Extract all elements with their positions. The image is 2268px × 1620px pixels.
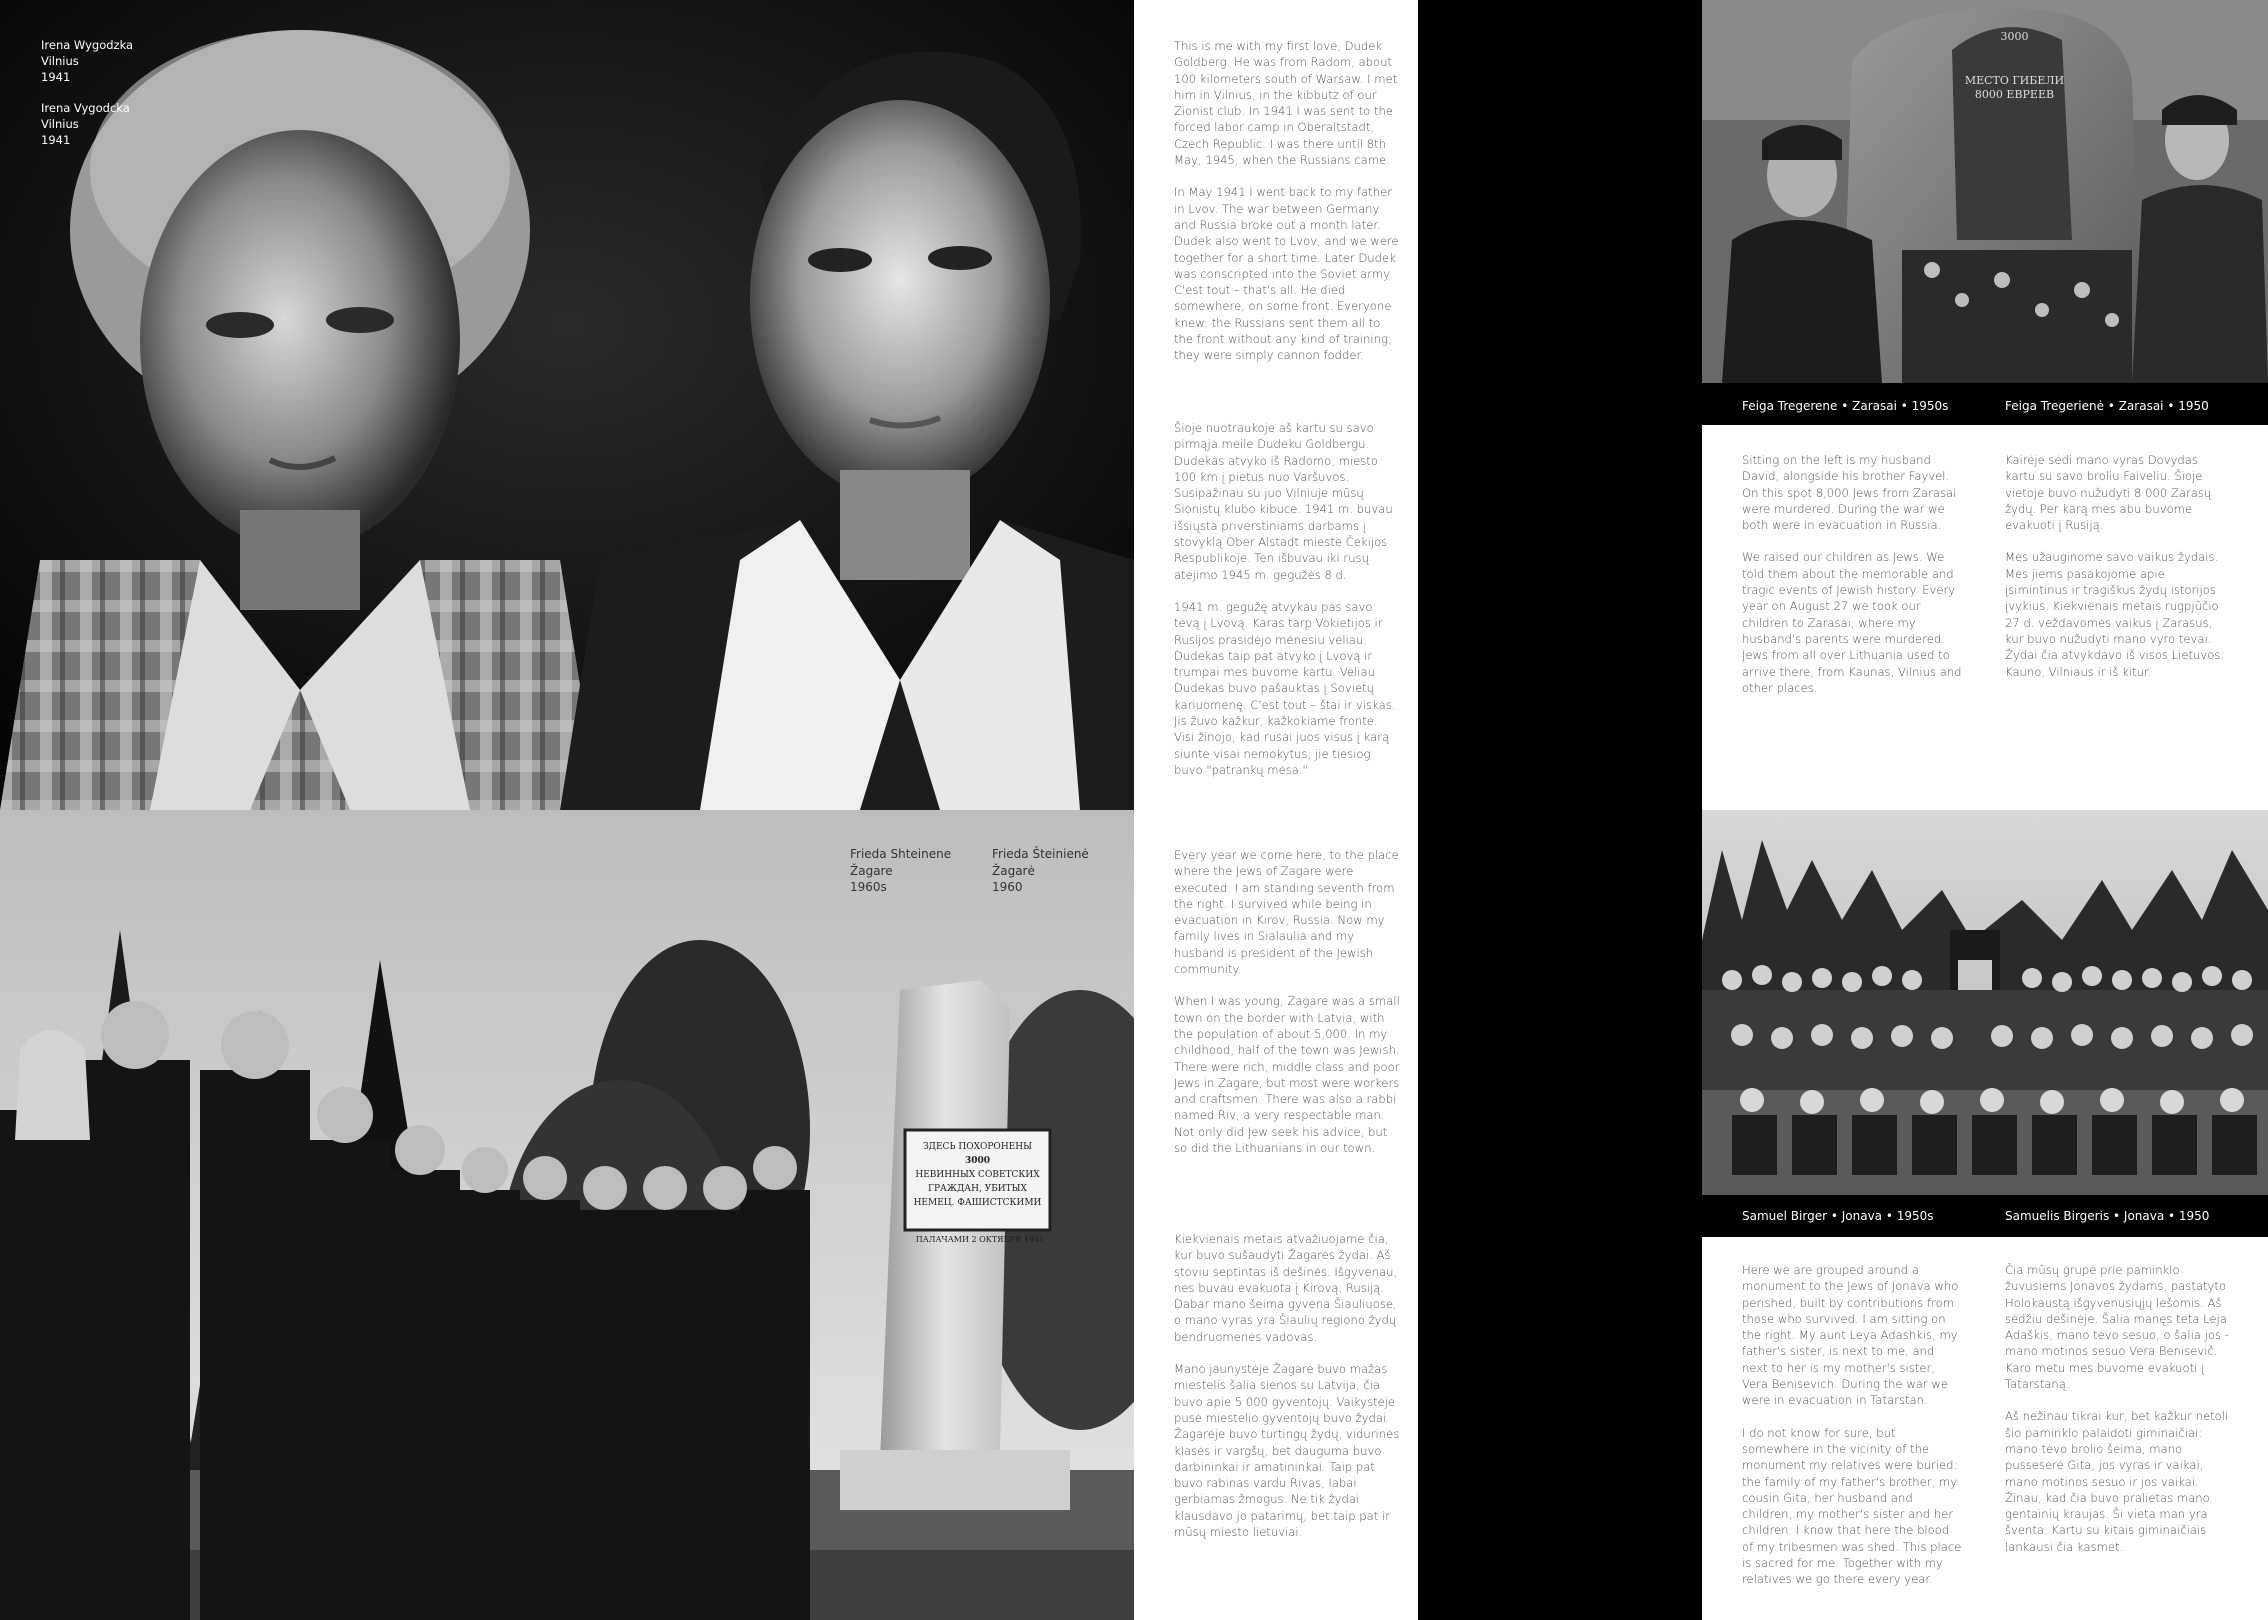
caption-name: Irena Vygodcka <box>41 101 130 115</box>
caption-name: Frieda Shteinene <box>850 847 952 861</box>
caption-place: Žagarė <box>992 863 1035 878</box>
story-frieda-lt <box>1174 1231 1400 1556</box>
photo-jonava-group <box>1702 810 2268 1195</box>
plaque-line: ЗДЕСЬ ПОХОРОНЕНЫ <box>923 1142 1032 1152</box>
photo-couple-1941 <box>0 0 1134 810</box>
photo-zarasai-memorial <box>1702 0 2268 383</box>
photo-bottom-left-caption-lt <box>992 846 1089 896</box>
paragraph: Aš nežinau tikrai kur, bet kažkur netoli šio paminklo palaidoti giminaičiai: mano tėvo brolio šeima, mano pusseserė Gita, jos vyras ir vaikai, mano motinos sesuo ir jos vaikai. Žinau, kad čia buvo pralietas mano gentainių kraujas. Ši vieta man yra šventa. Kartu su kitais giminaičiais lankausi čia kasmet. <box>2005 1409 2229 1554</box>
photo-zagare-memorial <box>0 810 1134 1620</box>
sign-line: МЕСТО ГИБЕЛИ <box>1964 74 2065 87</box>
caption-bar-lt: Feiga Tregerienė • Zarasai • 1950 <box>2005 399 2209 413</box>
plaque-line: ГРАЖДАН, УБИТЫХ <box>928 1184 1027 1194</box>
paragraph: This is me with my first love, Dudek Goldberg. He was from Radom, about 100 kilometers south of Warsaw. I met him in Vilnius, in the kibbutz of our Zionist club. In 1941 I was sent to the forced labor camp in Oberaltstadt, Czech Republic. I was there until 8th May, 1945, when the Russians came. <box>1174 39 1398 168</box>
paragraph: Kiekvienais metais atvažiuojame čia, kur buvo sušaudyti Žagarės žydai. Aš stoviu septintas iš dešinės. Išgyvenau, nes buvau evakuota į Kirovą, Rusiją. Dabar mano šeima gyvena Šiauliuose, o mano vyras yra Šiaulių regiono žydų bendruomenės vadovas. <box>1174 1232 1398 1344</box>
sign-line: 3000 <box>2000 30 2029 43</box>
paragraph: Sitting on the left is my husband David, alongside his brother Fayvel. On this spot 8,000 Jews from Zarasai were murdered. During the war we both were in evacuation in Russia. <box>1742 453 1957 533</box>
paragraph: In May 1941 I went back to my father in Lvov. The war between Germany and Russia broke out a month later. Dudek also went to Lvov, and we were together for a short time. Later Dudek was conscripted into the Soviet army. C'est tout – that's all. He died somewhere, on some front. Everyone knew: the Russians sent them all to the front without any kind of training; they were simply cannon fodder. <box>1174 185 1399 363</box>
caption-place: Žagare <box>850 863 893 878</box>
caption-year: 1941 <box>41 70 71 84</box>
story-feiga-en <box>1742 452 1962 712</box>
story-irena-en <box>1174 38 1400 380</box>
plaque-line: НЕВИННЫХ СОВЕТСКИХ <box>915 1170 1040 1180</box>
caption-bar-lt: Samuelis Birgeris • Jonava • 1950 <box>2005 1209 2210 1223</box>
paragraph: We raised our children as Jews. We told them about the memorable and tragic events of Jewish history. Every year on August 27 we took our children to Zarasai, where my husband's parents were murdered. Jews from all over Lithuania used to arrive there, from Kaunas, Vilnius and other places. <box>1742 550 1962 695</box>
paragraph: Čia mūsų grupė prie paminklo žuvusiems Jonavos žydams, pastatyto Holokaustą išgyvenusiųjų lėšomis. Aš sėdžiu dešinėje. Šalia manęs teta Lėja Adaškis, mano tėvo sesuo, o šalia jos - mano motinos sesuo Vera Benisevič. Karo metu mes buvome evakuoti į Tatarstaną. <box>2005 1263 2229 1392</box>
caption-lt <box>41 100 133 148</box>
caption-bar-en: Feiga Tregerene • Zarasai • 1950s <box>1742 399 1949 413</box>
memorial-plaque <box>905 1130 1050 1230</box>
caption-place: Vilnius <box>41 117 79 131</box>
caption-place: Vilnius <box>41 54 79 68</box>
caption-year: 1960s <box>850 880 887 894</box>
spine-black-band <box>1418 0 1702 1620</box>
caption-year: 1941 <box>41 133 71 147</box>
zarasai-sign <box>1957 30 2072 102</box>
paragraph: Here we are grouped around a monument to the Jews of Jonava who perished, built by contributions from those who survived. I am sitting on the right. My aunt Leya Adashkis, my father's sister, is next to me, and next to her is my mother's sister, Vera Benisevich. During the war we were in evacuation in Tatarstan. <box>1742 1263 1959 1408</box>
plaque-date-line: ПАЛАЧАМИ 2 ОКТЯБРЯ 1941 <box>915 1235 1045 1244</box>
paragraph: 1941 m. gegužę atvykau pas savo tėvą į Lvovą. Karas tarp Vokietijos ir Rusijos prasidėjo mėnesiu vėliau. Dudekas taip pat atvyko į Lvovą ir trumpai mes buvome kartu. Vėliau Dudekas buvo pašauktas į Sovietų kariuomenę. C'est tout – štai ir viskas. Jis žuvo kažkur, kažkokiame fronte. Visi žinojo, kad rusai juos visus į karą siuntė visai nemokytus; jie tiesiog buvo "patrankų mėsa." <box>1174 599 1396 777</box>
story-irena-lt <box>1174 420 1400 794</box>
story-frieda-en <box>1174 847 1400 1172</box>
paragraph: Kairėje sėdi mano vyras Dovydas kartu su savo broliu Faiveliu. Šioje vietoje buvo nužudyti 8 000 Zarasų žydų. Per karą mes abu buvome evakuoti į Rusiją. <box>2005 453 2212 533</box>
sign-line: 8000 ЕВРЕЕВ <box>1974 88 2055 101</box>
paragraph: Šioje nuotraukoje aš kartu su savo pirmąja meile Dudeku Goldbergu. Dudekas atvyko iš Radomo, miesto 100 km į pietus nuo Varšuvos. Susipažinau su juo Vilniuje mūsų Sionistų klubo kibuce. 1941 m. buvau išsiųsta priverstiniams darbams į stovyklą Ober Alstadt mieste Čekijos Respublikoje. Ten išbuvau iki rusų atėjimo 1945 m. gegužės 8 d. <box>1174 421 1393 582</box>
story-feiga-lt <box>2005 452 2231 696</box>
paragraph: Mano jaunystėje Žagarė buvo mažas miestelis šalia sienos su Latvija, čia buvo apie 5 000 gyventojų. Vaikystėje pusė miestelio gyventojų buvo žydai. Žagarėje buvo turtingų žydų, vidurinės klasės ir vargšų, bet dauguma buvo darbininkai ir amatininkai. Taip pat buvo rabinas vardu Rivas, labai gerbiamas žmogus. Ne tik žydai klausdavo jo patarimų, bet taip pat ir mūsų miesto lietuviai. <box>1174 1362 1400 1540</box>
paragraph: When I was young, Zagare was a small town on the border with Latvia, with the population of about 5,000. In my childhood, half of the town was Jewish. There were rich, middle class and poor Jews in Zagare, but most were workers and craftsmen. There was also a rabbi named Riv, a very respectable man. Not only did Jew seek his advice, but so did the Lithuanians in our town. <box>1174 994 1400 1156</box>
caption-year: 1960 <box>992 880 1023 894</box>
caption-name: Frieda Šteinienė <box>992 847 1089 861</box>
photo-bottom-left-caption-en <box>850 846 951 896</box>
paragraph: Mes užauginome savo vaikus žydais. Mes jiems pasakojome apie įsimintinus ir tragiškus žydų istorijos įvykius. Kiekvienais metais rugpjūčio 27 d. veždavomės vaikus į Zarasus, kur buvo nužudyti mano vyro tėvai. Žydai čia atvykdavo iš visos Lietuvos: Kauno, Vilniaus ir iš kitur. <box>2005 550 2225 679</box>
photo-top-left-caption <box>41 37 133 163</box>
paragraph: Every year we come here, to the place where the Jews of Zagare were executed. I am standing seventh from the right. I survived while being in evacuation in Kirov, Russia. Now my family lives in Sialaulia and my husband is president of the Jewish community. <box>1174 848 1399 977</box>
paragraph: I do not know for sure, but somewhere in the vicinity of the monument my relatives were buried: the family of my father's brother, my cousin Gita, her husband and children, my mother's sister and her children. I know that here the blood of my tribesmen was shed. This place is sacred for me. Together with my relatives we go there every year. <box>1742 1425 1962 1587</box>
story-samuel-en <box>1742 1262 1962 1604</box>
caption-bar-en: Samuel Birger • Jonava • 1950s <box>1742 1209 1934 1223</box>
caption-name: Irena Wygodzka <box>41 38 134 52</box>
story-samuel-lt <box>2005 1262 2231 1571</box>
plaque-line: 3000 <box>964 1156 991 1166</box>
caption-en <box>41 37 133 85</box>
plaque-line: НЕМЕЦ. ФАШИСТСКИМИ <box>913 1198 1042 1208</box>
